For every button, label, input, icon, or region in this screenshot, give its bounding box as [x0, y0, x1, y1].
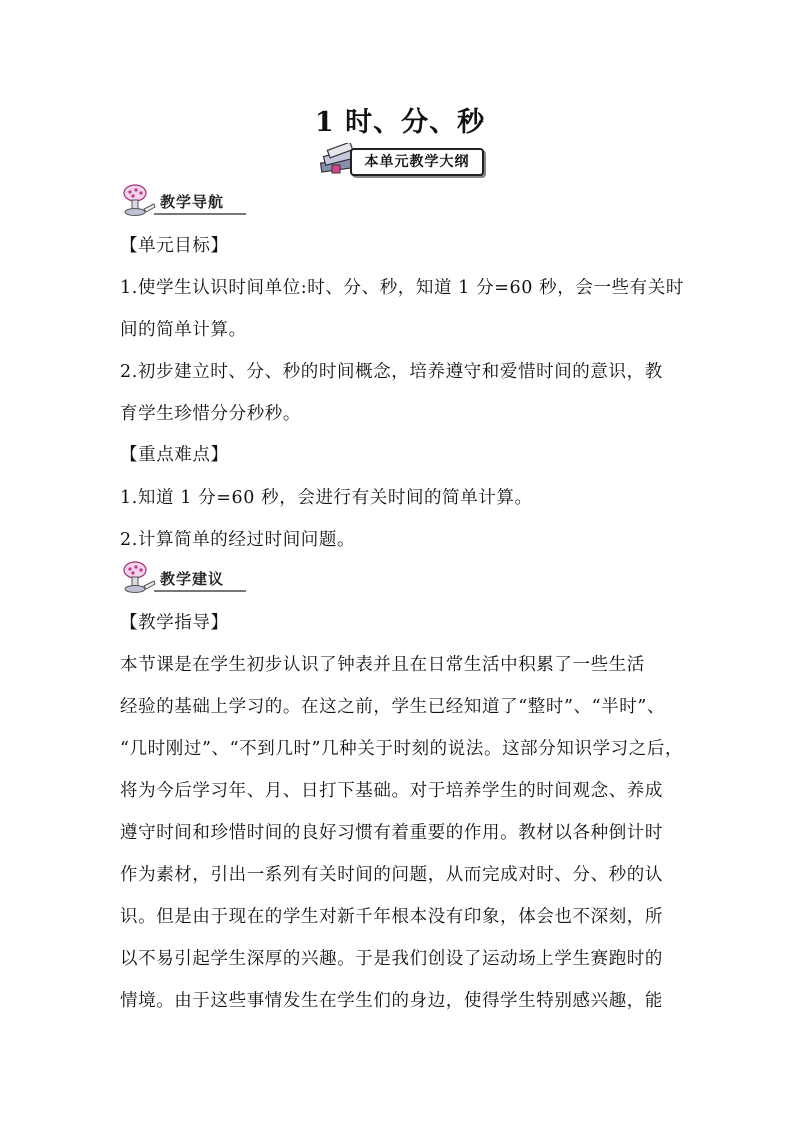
guidance-line: 将为今后学习年、月、日打下基础。对于培养学生的时间观念、养成	[120, 781, 663, 801]
guidance-line: 经验的基础上学习的。在这之前，学生已经知道了“整时”、“半时”、	[120, 697, 665, 717]
key-points-line: 2.计算简单的经过时间问题。	[120, 530, 356, 550]
banner-label: 本单元教学大纲	[350, 148, 484, 176]
lamp-icon	[120, 183, 156, 219]
guidance-line: 本节课是在学生初步认识了钟表并且在日常生活中积累了一些生活	[120, 655, 645, 675]
guidance-line: 识。但是由于现在的学生对新千年根本没有印象，体会也不深刻，所	[120, 907, 663, 927]
section-underline	[154, 590, 246, 592]
unit-goals-line: 1.使学生认识时间单位:时、分、秒，知道 1 分=60 秒，会一些有关时	[120, 278, 684, 298]
section-label: 教学导航	[160, 193, 225, 211]
section-underline	[154, 213, 246, 215]
section-teaching-nav	[120, 183, 246, 219]
unit-goals-heading: 【单元目标】	[120, 236, 229, 256]
guidance-line: 作为素材，引出一系列有关时间的问题，从而完成对时、分、秒的认	[120, 865, 663, 885]
guidance-line: 以不易引起学生深厚的兴趣。于是我们创设了运动场上学生赛跑时的	[120, 949, 663, 969]
lamp-icon	[120, 560, 156, 596]
section-label: 教学建议	[160, 570, 225, 588]
guidance-heading: 【教学指导】	[120, 613, 229, 633]
guidance-line: 遵守时间和珍惜时间的良好习惯有着重要的作用。教材以各种倒计时	[120, 823, 663, 843]
key-points-heading: 【重点难点】	[120, 445, 229, 465]
unit-outline-banner	[318, 143, 484, 177]
unit-goals-line: 育学生珍惜分分秒秒。	[120, 404, 301, 424]
unit-goals-line: 间的简单计算。	[120, 320, 247, 340]
guidance-line: “几时刚过”、“不到几时”几种关于时刻的说法。这部分知识学习之后，	[120, 739, 684, 759]
guidance-line: 情境。由于这些事情发生在学生们的身边，使得学生特别感兴趣，能	[120, 991, 663, 1011]
unit-goals-line: 2.初步建立时、分、秒的时间概念，培养遵守和爱惜时间的意识，教	[120, 362, 663, 382]
section-teaching-advice	[120, 560, 246, 596]
page-title: 1 时、分、秒	[314, 107, 486, 138]
key-points-line: 1.知道 1 分=60 秒，会进行有关时间的简单计算。	[120, 488, 533, 508]
